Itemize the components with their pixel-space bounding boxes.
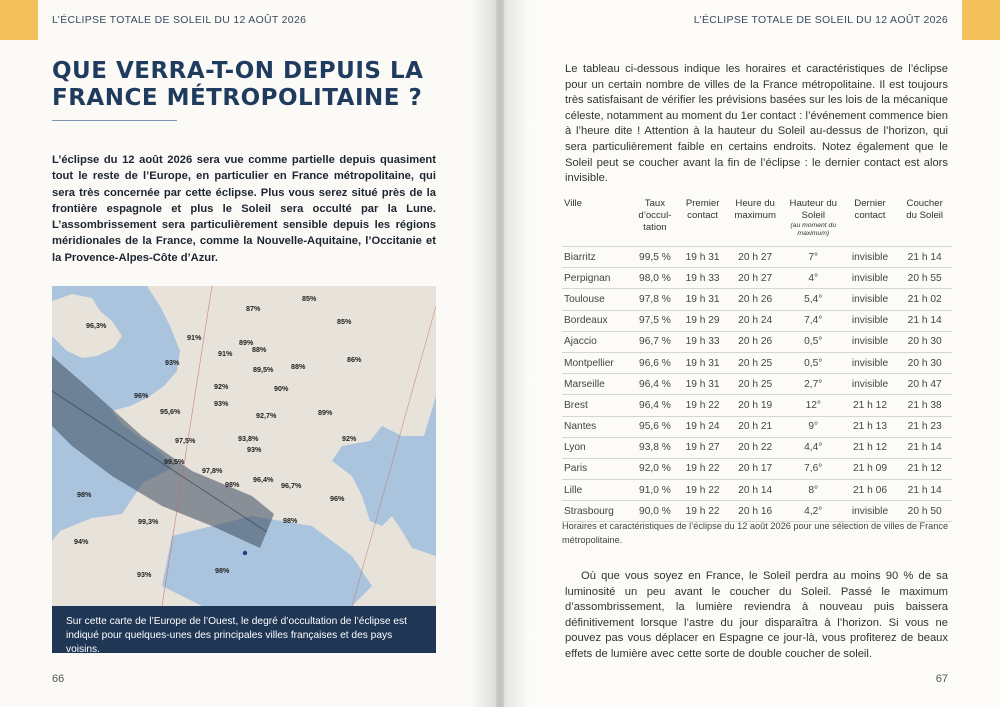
occultation-label: 96% <box>330 494 345 503</box>
table-row <box>562 352 952 373</box>
table-cell: 19 h 31 <box>679 289 727 310</box>
city-cell: Ajaccio <box>562 331 631 352</box>
table-cell: 91,0 % <box>631 480 679 501</box>
occultation-label: 89% <box>239 338 254 347</box>
occultation-label: 99,5% <box>164 457 185 466</box>
table-cell: 21 h 14 <box>897 437 952 458</box>
city-cell: Strasbourg <box>562 501 631 522</box>
table-cell: 98,0 % <box>631 268 679 289</box>
occultation-label: 93% <box>247 445 262 454</box>
table-cell: 20 h 27 <box>727 268 784 289</box>
table-cell: 93,8 % <box>631 437 679 458</box>
occultation-label: 85% <box>337 317 352 326</box>
city-cell: Lille <box>562 480 631 501</box>
table-cell: 95,6 % <box>631 416 679 437</box>
table-cell: 20 h 30 <box>897 352 952 373</box>
closing-paragraph: Où que vous soyez en France, le Soleil perdra au moins 90 % de sa luminosité un peu avant le coucher du Soleil. Passé le maximum d’assombrissement, la lumière reviendra à nouveau puis baissera définitivement lorsque l’astre du jour disparaîtra à l’horizon. Si vous ne pouvez pas vous déplacer en Espagne ce jour-là, vous profiterez de beaux effets de lumière avec cette sorte de double coucher de soleil. <box>565 570 948 660</box>
table-cell: 99,5 % <box>631 247 679 268</box>
table-cell: 20 h 25 <box>727 374 784 395</box>
occultation-label: 94% <box>74 537 89 546</box>
column-header-note: (au moment du maximum) <box>790 222 837 237</box>
table-cell: 20 h 26 <box>727 331 784 352</box>
table-cell: 19 h 31 <box>679 352 727 373</box>
page-title: QUE VERRA-T-ON DEPUIS LA FRANCE MÉTROPOLITAINE ? <box>52 58 424 111</box>
table-cell: 21 h 09 <box>843 458 898 479</box>
left-page <box>0 0 496 707</box>
running-head: L’ÉCLIPSE TOTALE DE SOLEIL DU 12 AOÛT 2026 <box>52 14 307 26</box>
table-cell: 21 h 06 <box>843 480 898 501</box>
column-header-text: Hauteur du Soleil <box>789 198 837 221</box>
table-cell: 19 h 22 <box>679 501 727 522</box>
city-cell: Bordeaux <box>562 310 631 331</box>
occultation-label: 92,7% <box>256 411 277 420</box>
table-cell: 20 h 27 <box>727 247 784 268</box>
occultation-label: 97,8% <box>202 466 223 475</box>
table-cell: 20 h 50 <box>897 501 952 522</box>
map-caption: Sur cette carte de l’Europe de l’Ouest, le degré d’occultation de l’éclipse est indiqué pour quelques-unes des principales villes françaises et des pays voisins. <box>52 606 436 653</box>
intro-paragraph: Le tableau ci-dessous indique les horaires et caractéristiques de l’éclipse pour un certain nombre de villes de la France métropolitaine. Il est toujours très satisfaisant de vérifier les prévisions basées sur les lois de la mécanique céleste, notamment au moment du 1er contact : l’événement commence bien à l’heure dite ! Attention à la hauteur du Soleil au-dessus de l’horizon, qui sera particulièrement faible en certains endroits. Notez également que le Soleil peut se coucher avant la fin de l’éclipse : le dernier contact est alors invisible. <box>565 63 948 185</box>
table-row <box>562 458 952 479</box>
table-cell: 97,5 % <box>631 310 679 331</box>
table-cell: 20 h 14 <box>727 480 784 501</box>
table-cell: invisible <box>843 374 898 395</box>
table-cell: 5,4° <box>784 289 843 310</box>
table-cell: 21 h 12 <box>897 458 952 479</box>
table-cell: 20 h 25 <box>727 352 784 373</box>
occultation-label: 98% <box>215 566 230 575</box>
occultation-label: 99,3% <box>138 517 159 526</box>
table-cell: 20 h 47 <box>897 374 952 395</box>
table-row <box>562 416 952 437</box>
table-cell: 96,6 % <box>631 352 679 373</box>
table-cell: 19 h 33 <box>679 331 727 352</box>
table-cell: invisible <box>843 310 898 331</box>
table-cell: invisible <box>843 352 898 373</box>
table-row <box>562 437 952 458</box>
table-cell: 19 h 24 <box>679 416 727 437</box>
occultation-label: 92% <box>342 434 357 443</box>
table-cell: 19 h 31 <box>679 247 727 268</box>
table-cell: 20 h 17 <box>727 458 784 479</box>
table-row <box>562 310 952 331</box>
table-cell: invisible <box>843 289 898 310</box>
table-cell: 7,6° <box>784 458 843 479</box>
running-head: L’ÉCLIPSE TOTALE DE SOLEIL DU 12 AOÛT 2026 <box>693 14 948 26</box>
occultation-label: 93% <box>137 570 152 579</box>
table-cell: 96,4 % <box>631 374 679 395</box>
page-number: 66 <box>52 673 65 685</box>
chapter-tab <box>0 0 38 40</box>
table-cell: 21 h 38 <box>897 395 952 416</box>
table-row <box>562 268 952 289</box>
column-header: Premier contact <box>685 198 720 221</box>
occultation-label: 86% <box>347 355 362 364</box>
table-cell: 0,5° <box>784 331 843 352</box>
city-cell: Toulouse <box>562 289 631 310</box>
occultation-label: 93% <box>214 399 229 408</box>
table-cell: 20 h 30 <box>897 331 952 352</box>
table-cell: 20 h 21 <box>727 416 784 437</box>
table-header-row <box>562 198 952 247</box>
chapter-tab <box>962 0 1000 40</box>
city-cell: Brest <box>562 395 631 416</box>
occultation-label: 96,4% <box>253 475 274 484</box>
table-cell: 90,0 % <box>631 501 679 522</box>
occultation-label: 98% <box>225 480 240 489</box>
table-cell: 21 h 12 <box>843 437 898 458</box>
title-rule <box>52 120 177 121</box>
occultation-label: 89% <box>318 408 333 417</box>
table-cell: 9° <box>784 416 843 437</box>
occultation-label: 92% <box>214 382 229 391</box>
table-row <box>562 480 952 501</box>
city-cell: Perpignan <box>562 268 631 289</box>
occultation-label: 85% <box>302 294 317 303</box>
table-cell: 92,0 % <box>631 458 679 479</box>
table-cell: invisible <box>843 247 898 268</box>
occultation-label: 89,5% <box>253 365 274 374</box>
column-header: Ville <box>564 198 582 209</box>
occultation-label: 91% <box>187 333 202 342</box>
table-cell: 4° <box>784 268 843 289</box>
table-row <box>562 247 952 268</box>
eclipse-map <box>52 286 436 653</box>
table-row <box>562 331 952 352</box>
occultation-label: 96% <box>134 391 149 400</box>
column-header <box>784 198 843 247</box>
column-header: Coucher du Soleil <box>906 198 944 221</box>
table-cell: 96,7 % <box>631 331 679 352</box>
table-cell: 21 h 23 <box>897 416 952 437</box>
table-row <box>562 374 952 395</box>
table-cell: 21 h 14 <box>897 310 952 331</box>
table-cell: 19 h 22 <box>679 458 727 479</box>
table-row <box>562 289 952 310</box>
occultation-label: 98% <box>77 490 92 499</box>
table-body <box>562 247 952 522</box>
table-cell: 20 h 19 <box>727 395 784 416</box>
table-cell: 19 h 33 <box>679 268 727 289</box>
table-cell: 19 h 29 <box>679 310 727 331</box>
table-cell: 4,4° <box>784 437 843 458</box>
occultation-label: 96,3% <box>86 321 107 330</box>
table-cell: 7° <box>784 247 843 268</box>
table-cell: 96,4 % <box>631 395 679 416</box>
table-cell: 19 h 22 <box>679 480 727 501</box>
city-cell: Paris <box>562 458 631 479</box>
table-cell: 8° <box>784 480 843 501</box>
table-cell: 21 h 14 <box>897 247 952 268</box>
right-page <box>504 0 1000 707</box>
page-number: 67 <box>935 673 948 685</box>
table-cell: 19 h 27 <box>679 437 727 458</box>
column-header: Heure du maximum <box>734 198 776 221</box>
table-cell: 0,5° <box>784 352 843 373</box>
table-cell: 97,8 % <box>631 289 679 310</box>
city-cell: Marseille <box>562 374 631 395</box>
table-cell: 20 h 26 <box>727 289 784 310</box>
city-cell: Biarritz <box>562 247 631 268</box>
occultation-label: 87% <box>246 304 261 313</box>
table-cell: 20 h 55 <box>897 268 952 289</box>
table-cell: 19 h 31 <box>679 374 727 395</box>
occultation-label: 96,7% <box>281 481 302 490</box>
table-cell: 20 h 24 <box>727 310 784 331</box>
table-cell: invisible <box>843 501 898 522</box>
table-cell: 7,4° <box>784 310 843 331</box>
eclipse-table <box>562 198 952 522</box>
occultation-label: 97,5% <box>175 436 196 445</box>
occultation-label: 95,6% <box>160 407 181 416</box>
city-cell: Montpellier <box>562 352 631 373</box>
city-cell: Nantes <box>562 416 631 437</box>
occultation-label: 91% <box>218 349 233 358</box>
occultation-label: 98% <box>283 516 298 525</box>
table-cell: 21 h 12 <box>843 395 898 416</box>
table-caption: Horaires et caractéristiques de l’éclipse du 12 août 2026 pour une sélection de villes de France métropolitaine. <box>562 521 949 545</box>
table-row <box>562 501 952 522</box>
column-header: Taux d’occul-tation <box>638 198 672 233</box>
table-cell: 4,2° <box>784 501 843 522</box>
table-cell: 21 h 02 <box>897 289 952 310</box>
table-cell: 2,7° <box>784 374 843 395</box>
table-cell: invisible <box>843 268 898 289</box>
occultation-label: 88% <box>291 362 306 371</box>
occultation-label: 90% <box>274 384 289 393</box>
occultation-label: 93% <box>165 358 180 367</box>
occultation-label: 88% <box>252 345 267 354</box>
table-cell: 19 h 22 <box>679 395 727 416</box>
table-cell: 20 h 22 <box>727 437 784 458</box>
table-cell: 20 h 16 <box>727 501 784 522</box>
occultation-label: 93,8% <box>238 434 259 443</box>
table-cell: 12° <box>784 395 843 416</box>
table-cell: 21 h 13 <box>843 416 898 437</box>
lead-paragraph: L’éclipse du 12 août 2026 sera vue comme partielle depuis quasiment tout le reste de l’Europe, en particulier en France métropolitaine, qui sera très concernée par cette éclipse. Plus vous serez situé près de la frontière espagnole et plus le Soleil sera occulté par la Lune. L’assombrissement sera particulièrement sensible depuis les régions méridionales de la France, comme la Nouvelle-Aquitaine, l’Occitanie et la Provence-Alpes-Côte d’Azur. <box>52 154 436 264</box>
greatest-eclipse-marker <box>243 551 247 555</box>
table-cell: invisible <box>843 331 898 352</box>
column-header: Dernier contact <box>854 198 886 221</box>
city-cell: Lyon <box>562 437 631 458</box>
table-cell: 21 h 14 <box>897 480 952 501</box>
table-row <box>562 395 952 416</box>
